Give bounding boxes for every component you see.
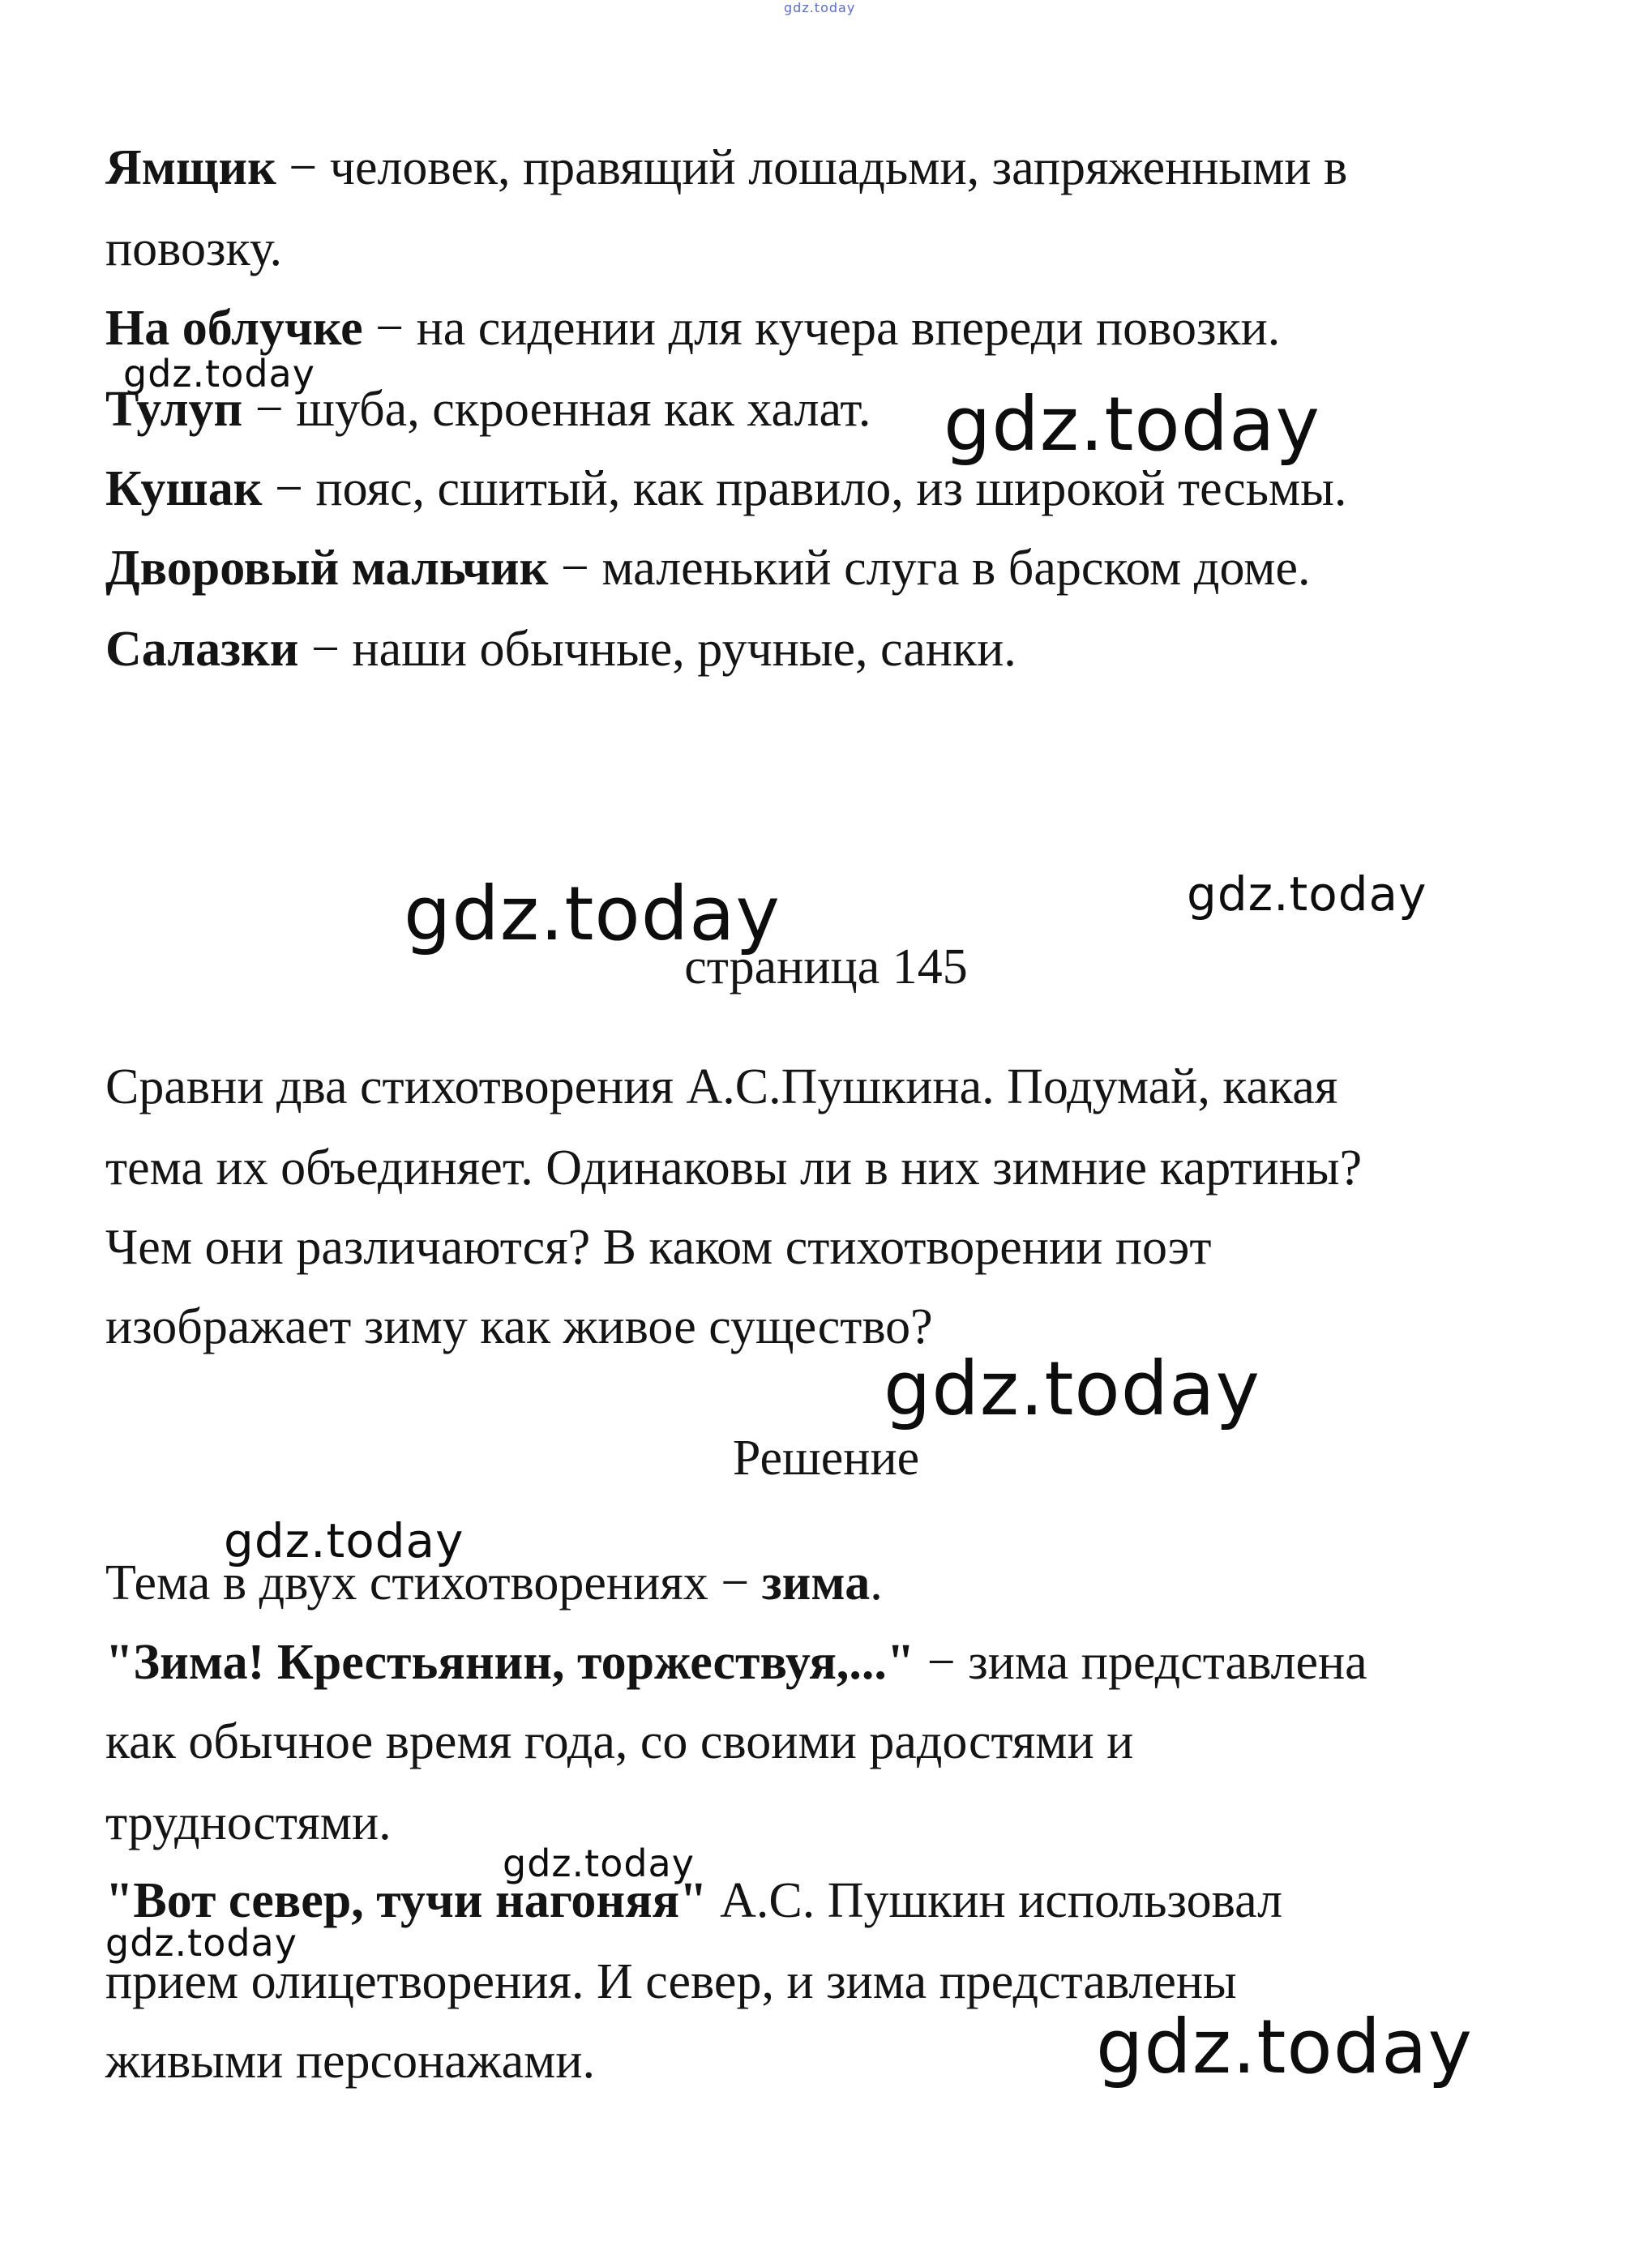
watermark: gdz.today (105, 1921, 297, 1965)
watermark: gdz.today (884, 1345, 1260, 1432)
poem1-title: "Зима! Крестьянин, торжествуя,..." (105, 1635, 915, 1690)
page-heading: страница 145 (684, 939, 968, 995)
question-line: Сравни два стихотворения А.С.Пушкина. Подумай, какая (105, 1059, 1338, 1114)
solution-line-7: живыми персонажами. (105, 2034, 596, 2089)
solution-line-2 (105, 1637, 1367, 1688)
poem2-title: "Вот север, тучи нагоняя" (105, 1873, 708, 1928)
watermark: gdz.today (1096, 2004, 1473, 2090)
solution-text: А.С. Пушкин использовал (707, 1873, 1283, 1928)
solution-line-6: прием олицетворения. И север, и зима представлены (105, 1954, 1237, 2009)
solution-line-4: трудностями. (105, 1795, 392, 1850)
solution-text: − зима представлена (914, 1635, 1367, 1690)
watermark: gdz.today (404, 870, 781, 957)
glossary-definition: − пояс, сшитый, как правило, из широкой тесьмы. (262, 461, 1347, 516)
watermark: gdz.today (224, 1513, 464, 1568)
watermark-top: gdz.today (784, 0, 856, 15)
solution-line-3: как обычное время года, со своими радостями и (105, 1714, 1134, 1769)
glossary-term: Кушак (105, 461, 263, 516)
glossary-term: На облучке (105, 301, 363, 356)
question-line: Чем они различаются? В каком стихотворении поэт (105, 1220, 1212, 1275)
glossary-line-6 (105, 541, 1311, 596)
glossary-line-2 (105, 221, 283, 276)
question-line: тема их объединяет. Одинаковы ли в них зимние картины? (105, 1140, 1363, 1196)
solution-text: Тема в двух стихотворениях − (105, 1555, 762, 1611)
glossary-line-5 (105, 461, 1347, 516)
question-line: изображает зиму как живое существо? (105, 1299, 933, 1354)
glossary-line-3 (105, 301, 1281, 356)
glossary-term: Салазки (105, 622, 299, 677)
watermark: gdz.today (503, 1841, 695, 1885)
glossary-definition: − наши обычные, ручные, санки. (298, 622, 1016, 677)
glossary-definition: − человек, правящий лошадьми, запряженными в (276, 140, 1348, 195)
glossary-definition: − на сидении для кучера впереди повозки. (362, 301, 1281, 356)
glossary-term: Дворовый мальчик (105, 541, 549, 596)
glossary-definition: − шуба, скроенная как халат. (242, 382, 871, 437)
glossary-line-7 (105, 622, 1016, 677)
watermark: gdz.today (1187, 866, 1427, 922)
glossary-definition: повозку. (105, 221, 283, 276)
solution-heading: Решение (732, 1431, 920, 1486)
watermark: gdz.today (944, 381, 1320, 468)
glossary-term: Тулуп (105, 382, 243, 437)
solution-line-1 (105, 1555, 883, 1611)
glossary-line-1 (105, 140, 1348, 195)
watermark: gdz.today (123, 352, 315, 396)
solution-line-5 (105, 1873, 1283, 1928)
glossary-term: Ямщик (105, 140, 276, 195)
solution-bold: зима (761, 1555, 871, 1611)
solution-text: . (870, 1555, 883, 1611)
glossary-definition: − маленький слуга в барском доме. (548, 541, 1311, 596)
